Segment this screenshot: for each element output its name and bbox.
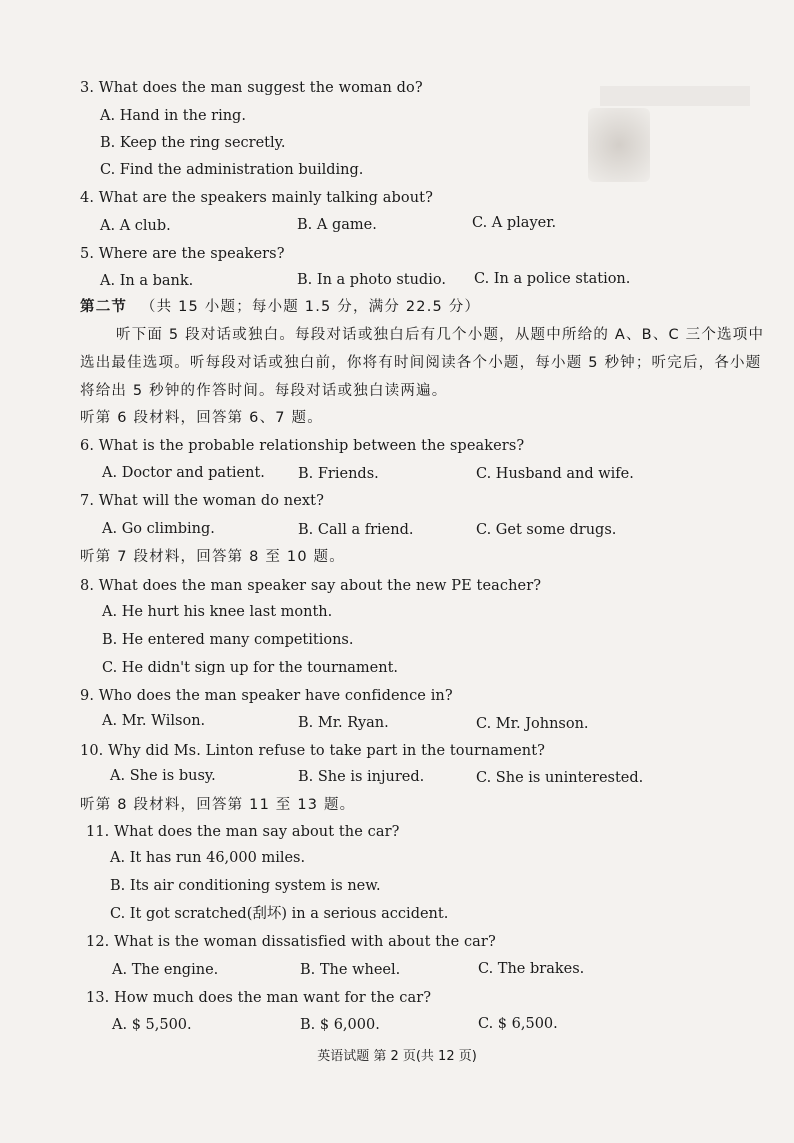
question-13-option-c: C. $ 6,500. bbox=[478, 1016, 558, 1032]
question-4-option-a: A. A club. bbox=[100, 218, 171, 234]
question-9-option-c: C. Mr. Johnson. bbox=[476, 716, 589, 732]
material-8-heading: 听第 8 段材料，回答第 11 至 13 题。 bbox=[80, 797, 356, 813]
question-7-stem: 7. What will the woman do next? bbox=[80, 493, 324, 509]
question-12-stem: 12. What is the woman dissatisfied with about the car? bbox=[86, 934, 496, 950]
question-13-stem: 13. How much does the man want for the car? bbox=[86, 990, 432, 1006]
question-7-option-c: C. Get some drugs. bbox=[476, 522, 617, 538]
question-5-stem: 5. Where are the speakers? bbox=[80, 246, 285, 262]
question-9-option-b: B. Mr. Ryan. bbox=[298, 715, 389, 731]
question-12-option-c: C. The brakes. bbox=[478, 961, 585, 977]
bleed-through-text bbox=[600, 86, 750, 106]
question-5-option-a: A. In a bank. bbox=[100, 273, 194, 289]
question-8-option-b: B. He entered many competitions. bbox=[102, 632, 354, 648]
question-11-stem: 11. What does the man say about the car? bbox=[86, 824, 400, 840]
question-4-stem: 4. What are the speakers mainly talking about? bbox=[80, 190, 433, 206]
page-footer: 英语试题 第 2 页(共 12 页) bbox=[317, 1049, 477, 1064]
question-10-option-c: C. She is uninterested. bbox=[476, 770, 644, 786]
question-4-option-b: B. A game. bbox=[297, 217, 377, 233]
question-11-option-b: B. Its air conditioning system is new. bbox=[110, 878, 381, 894]
question-8-stem: 8. What does the man speaker say about the new PE teacher? bbox=[80, 578, 542, 594]
section-2-instruction-line-2: 选出最佳选项。听每段对话或独白前，你将有时间阅读各个小题，每小题 5 秒钟；听完后，各小题 bbox=[80, 355, 762, 371]
question-13-option-a: A. $ 5,500. bbox=[112, 1017, 192, 1033]
section-2-instruction-line-1: 听下面 5 段对话或独白。每段对话或独白后有几个小题，从题中所给的 A、B、C 三个选项中 bbox=[116, 327, 765, 343]
question-5-option-c: C. In a police station. bbox=[474, 271, 631, 287]
question-10-stem: 10. Why did Ms. Linton refuse to take part in the tournament? bbox=[80, 743, 546, 759]
question-8-option-a: A. He hurt his knee last month. bbox=[102, 604, 333, 620]
question-3-option-a: A. Hand in the ring. bbox=[100, 108, 246, 124]
section-2-header bbox=[80, 297, 480, 317]
question-12-option-a: A. The engine. bbox=[112, 962, 219, 978]
question-13-option-b: B. $ 6,000. bbox=[300, 1017, 380, 1033]
question-9-option-a: A. Mr. Wilson. bbox=[102, 713, 206, 729]
question-3-stem: 3. What does the man suggest the woman do? bbox=[80, 80, 423, 96]
section-2-info: （共 15 小题；每小题 1.5 分，满分 22.5 分） bbox=[140, 299, 481, 315]
question-6-option-a: A. Doctor and patient. bbox=[102, 465, 265, 481]
question-6-option-b: B. Friends. bbox=[298, 466, 379, 482]
question-3-option-b: B. Keep the ring secretly. bbox=[100, 135, 286, 151]
question-7-option-b: B. Call a friend. bbox=[298, 522, 414, 538]
question-9-stem: 9. Who does the man speaker have confidence in? bbox=[80, 688, 453, 704]
question-6-stem: 6. What is the probable relationship between the speakers? bbox=[80, 438, 525, 454]
bleed-through-mark bbox=[588, 108, 650, 182]
question-4-option-c: C. A player. bbox=[472, 215, 557, 231]
question-10-option-b: B. She is injured. bbox=[298, 769, 425, 785]
material-6-heading: 听第 6 段材料，回答第 6、7 题。 bbox=[80, 410, 323, 426]
question-5-option-b: B. In a photo studio. bbox=[297, 272, 446, 288]
question-6-option-c: C. Husband and wife. bbox=[476, 466, 634, 482]
section-2-title: 第二节 bbox=[80, 299, 128, 315]
material-7-heading: 听第 7 段材料，回答第 8 至 10 题。 bbox=[80, 549, 345, 565]
question-10-option-a: A. She is busy. bbox=[110, 768, 216, 784]
question-11-option-a: A. It has run 46,000 miles. bbox=[110, 850, 306, 866]
question-12-option-b: B. The wheel. bbox=[300, 962, 401, 978]
question-7-option-a: A. Go climbing. bbox=[102, 521, 215, 537]
question-11-option-c: C. It got scratched(刮坏) in a serious accident. bbox=[110, 906, 449, 922]
question-3-option-c: C. Find the administration building. bbox=[100, 162, 364, 178]
section-2-instruction-line-3: 将给出 5 秒钟的作答时间。每段对话或独白读两遍。 bbox=[80, 383, 448, 399]
question-8-option-c: C. He didn't sign up for the tournament. bbox=[102, 660, 399, 676]
